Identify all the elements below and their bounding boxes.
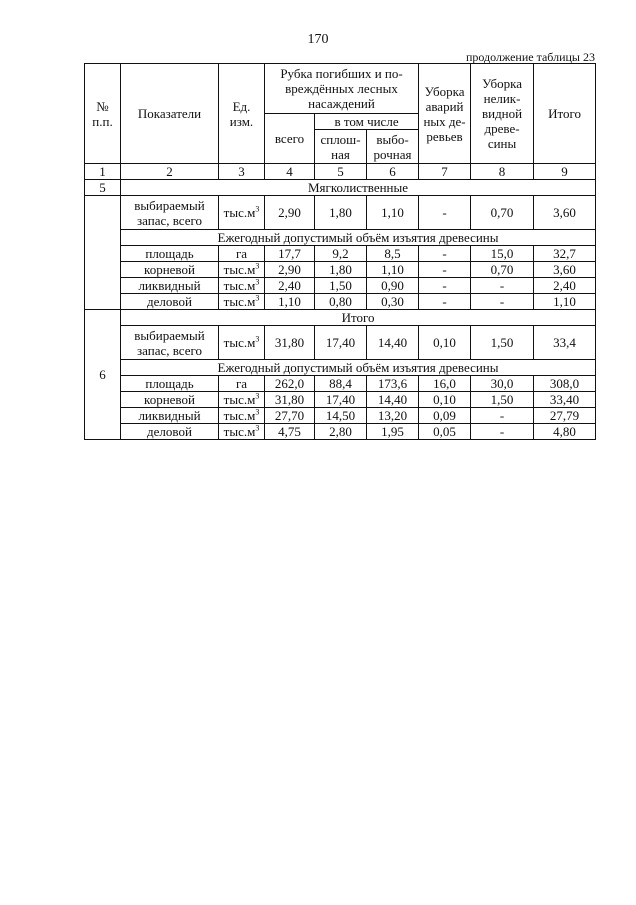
unit-cell: $тыс.м^3$	[219, 294, 265, 310]
value-cell: 8,5	[367, 246, 419, 262]
value-cell: 15,0	[471, 246, 534, 262]
value-cell: 4,80	[534, 424, 596, 440]
value-cell: 0,10	[419, 392, 471, 408]
annual-title: Ежегодный допустимый объём изъятия древесины	[121, 230, 596, 246]
value-cell: 31,80	[265, 326, 315, 360]
value-cell: 14,40	[367, 326, 419, 360]
annual-title: Ежегодный допустимый объём изъятия древесины	[121, 360, 596, 376]
header-unit: Ед. изм.	[219, 64, 265, 164]
unit-text: тыс.м	[223, 424, 256, 439]
column-number: 9	[534, 164, 596, 180]
value-cell: -	[419, 294, 471, 310]
column-number: 6	[367, 164, 419, 180]
header-unmerch: Уборка нелик-видной древе-сины	[471, 64, 534, 164]
value-cell: 0,70	[471, 196, 534, 230]
section-number-empty	[85, 196, 121, 310]
value-cell: 27,70	[265, 408, 315, 424]
value-cell: 1,10	[534, 294, 596, 310]
unit-text: тыс.м	[223, 262, 256, 277]
unit-cell	[219, 246, 265, 262]
column-number: 8	[471, 164, 534, 180]
value-cell: 2,40	[265, 278, 315, 294]
value-cell: 0,30	[367, 294, 419, 310]
value-cell: 1,80	[315, 196, 367, 230]
unit-cell: $тыс.м^3$	[219, 278, 265, 294]
value-cell: 3,60	[534, 196, 596, 230]
value-cell: 31,80	[265, 392, 315, 408]
value-cell: -	[471, 278, 534, 294]
unit-text: тыс.м	[223, 278, 256, 293]
value-cell: 17,7	[265, 246, 315, 262]
value-cell: 14,40	[367, 392, 419, 408]
stock-label: выбираемый запас, всего	[121, 326, 219, 360]
value-cell: -	[419, 262, 471, 278]
value-cell: 0,10	[419, 326, 471, 360]
value-cell: 17,40	[315, 392, 367, 408]
section-title: Итого	[121, 310, 596, 326]
value-cell: 0,05	[419, 424, 471, 440]
row-label: площадь	[121, 246, 219, 262]
value-cell: 33,40	[534, 392, 596, 408]
value-cell: 0,90	[367, 278, 419, 294]
value-cell: 1,50	[315, 278, 367, 294]
header-indicator: Показатели	[121, 64, 219, 164]
unit-text: тыс.м	[223, 205, 256, 220]
unit-text: тыс.м	[223, 408, 256, 423]
column-number: 5	[315, 164, 367, 180]
value-cell: 14,50	[315, 408, 367, 424]
value-cell: 1,50	[471, 392, 534, 408]
value-cell: 1,10	[367, 196, 419, 230]
unit-text: тыс.м	[223, 294, 256, 309]
value-cell: 1,50	[471, 326, 534, 360]
value-cell: 308,0	[534, 376, 596, 392]
value-cell: -	[419, 196, 471, 230]
value-cell: 0,09	[419, 408, 471, 424]
value-cell: 4,75	[265, 424, 315, 440]
header-itogo: Итого	[534, 64, 596, 164]
header-emergency: Уборка аварий ных де-ревьев	[419, 64, 471, 164]
row-label: корневой	[121, 392, 219, 408]
value-cell: 27,79	[534, 408, 596, 424]
unit-cell: $тыс.м^3$	[219, 326, 265, 360]
value-cell: 1,10	[265, 294, 315, 310]
data-table	[84, 63, 596, 440]
column-number: 2	[121, 164, 219, 180]
unit-cell	[219, 376, 265, 392]
value-cell: 1,10	[367, 262, 419, 278]
value-cell: 32,7	[534, 246, 596, 262]
value-cell: 2,40	[534, 278, 596, 294]
header-selective: выбо-рочная	[367, 130, 419, 164]
value-cell: 33,4	[534, 326, 596, 360]
unit-cell: $тыс.м^3$	[219, 424, 265, 440]
section-number: 6	[85, 310, 121, 440]
value-cell: -	[471, 424, 534, 440]
stock-label: выбираемый запас, всего	[121, 196, 219, 230]
header-clear: сплош-ная	[315, 130, 367, 164]
unit-cell: $тыс.м^3$	[219, 262, 265, 278]
value-cell: 88,4	[315, 376, 367, 392]
header-felling-group: Рубка погибших и по-вреждённых лесных насаждений	[265, 64, 419, 114]
column-number: 7	[419, 164, 471, 180]
value-cell: -	[419, 278, 471, 294]
unit-text: га	[235, 246, 248, 261]
row-label: корневой	[121, 262, 219, 278]
value-cell: 262,0	[265, 376, 315, 392]
unit-cell: $тыс.м^3$	[219, 392, 265, 408]
value-cell: 0,80	[315, 294, 367, 310]
unit-cell: $тыс.м^3$	[219, 408, 265, 424]
row-label: деловой	[121, 424, 219, 440]
section-title: Мягколиственные	[121, 180, 596, 196]
value-cell: 30,0	[471, 376, 534, 392]
value-cell: 173,6	[367, 376, 419, 392]
value-cell: 9,2	[315, 246, 367, 262]
value-cell: 2,80	[315, 424, 367, 440]
value-cell: 17,40	[315, 326, 367, 360]
value-cell: 3,60	[534, 262, 596, 278]
table-caption: продолжение таблицы 23	[465, 50, 595, 64]
row-label: ликвидный	[121, 408, 219, 424]
column-number: 1	[85, 164, 121, 180]
header-num: № п.п.	[85, 64, 121, 164]
value-cell: -	[471, 408, 534, 424]
unit-text: тыс.м	[223, 335, 256, 350]
row-label: деловой	[121, 294, 219, 310]
header-total: всего	[265, 114, 315, 164]
unit-cell: $тыс.м^3$	[219, 196, 265, 230]
value-cell: -	[419, 246, 471, 262]
value-cell: -	[471, 294, 534, 310]
column-number: 4	[265, 164, 315, 180]
value-cell: 1,95	[367, 424, 419, 440]
value-cell: 2,90	[265, 262, 315, 278]
value-cell: 0,70	[471, 262, 534, 278]
unit-text: тыс.м	[223, 392, 256, 407]
value-cell: 1,80	[315, 262, 367, 278]
column-number: 3	[219, 164, 265, 180]
page-number: 170	[307, 32, 329, 47]
row-label: ликвидный	[121, 278, 219, 294]
value-cell: 13,20	[367, 408, 419, 424]
header-including: в том числе	[315, 114, 419, 130]
value-cell: 2,90	[265, 196, 315, 230]
unit-text: га	[235, 376, 248, 391]
value-cell: 16,0	[419, 376, 471, 392]
row-label: площадь	[121, 376, 219, 392]
section-number: 5	[85, 180, 121, 196]
